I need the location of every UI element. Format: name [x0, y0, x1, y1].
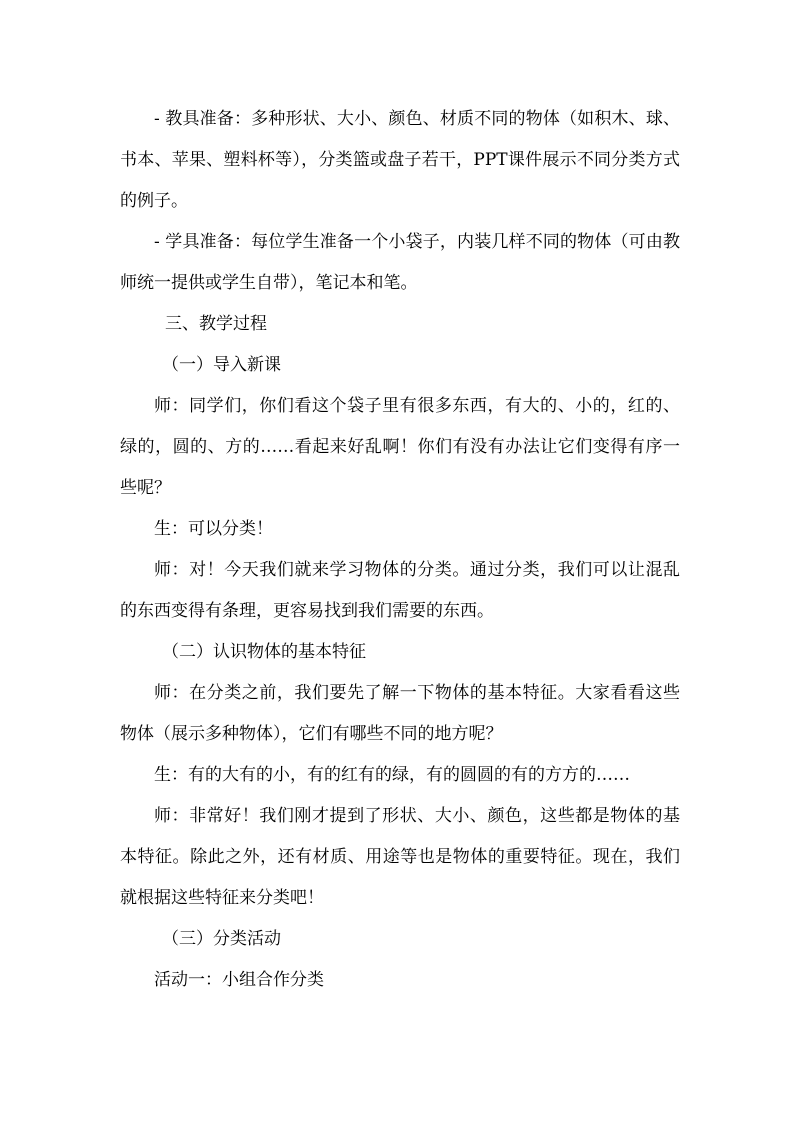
subsection-heading-introduction: （一）导入新课 [162, 355, 281, 375]
paragraph-teaching-aids: - 教具准备：多种形状、大小、颜色、材质不同的物体（如积木、球、书本、苹果、塑料杯等），分类篮或盘子若干，PPT课件展示不同分类方式的例子。 [120, 109, 680, 211]
subsection-heading-features: （二）认识物体的基本特征 [162, 642, 366, 662]
subsection-heading-activities: （三）分类活动 [162, 929, 281, 949]
document-body [120, 99, 680, 1001]
paragraph-teacher-intro: 师：同学们，你们看这个袋子里有很多东西，有大的、小的，红的、绿的，圆的、方的……看起来好乱啊！你们有没有办法让它们变得有序一些呢？ [120, 396, 680, 498]
paragraph-student-features: 生：有的大有的小，有的红有的绿，有的圆圆的有的方方的…… [154, 765, 630, 785]
paragraph-teacher-features: 师：在分类之前，我们要先了解一下物体的基本特征。大家看看这些物体（展示多种物体），它们有哪些不同的地方呢？ [120, 683, 680, 744]
section-heading-teaching-process: 三、教学过程 [165, 314, 267, 334]
paragraph-student-answer: 生：可以分类！ [154, 519, 273, 539]
paragraph-activity-one: 活动一：小组合作分类 [154, 970, 324, 990]
paragraph-teacher-topic: 师：对！今天我们就来学习物体的分类。通过分类，我们可以让混乱的东西变得有条理，更容易找到我们需要的东西。 [120, 560, 680, 621]
paragraph-teacher-summary: 师：非常好！我们刚才提到了形状、大小、颜色，这些都是物体的基本特征。除此之外，还有材质、用途等也是物体的重要特征。现在，我们就根据这些特征来分类吧！ [120, 806, 680, 908]
paragraph-learning-aids: - 学具准备：每位学生准备一个小袋子，内装几样不同的物体（可由教师统一提供或学生自带），笔记本和笔。 [120, 232, 680, 293]
